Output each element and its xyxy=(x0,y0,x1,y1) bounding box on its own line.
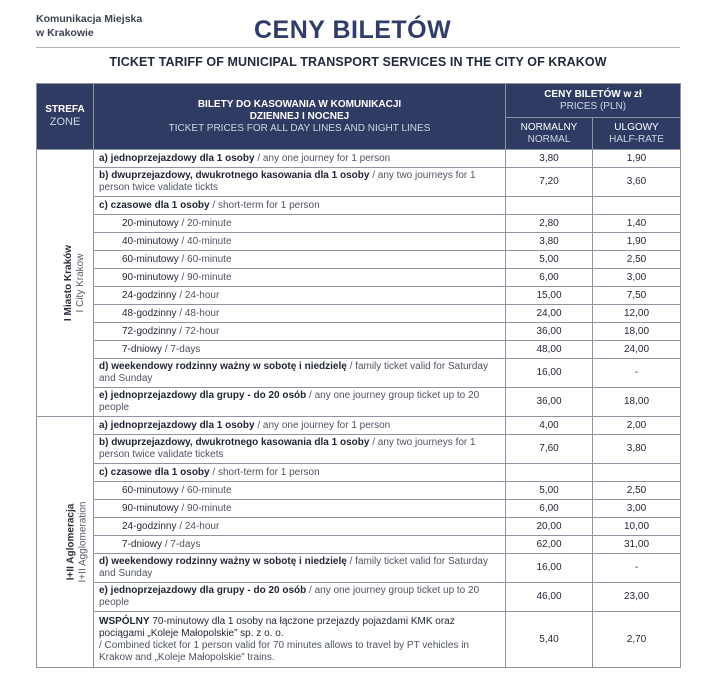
reduced-price: 1,90 xyxy=(593,233,681,251)
ticket-name-en: / any one journey for 1 person xyxy=(257,419,391,431)
ticket-description xyxy=(94,583,506,612)
ticket-name-en: / 20-minute xyxy=(181,217,232,229)
ticket-description xyxy=(94,305,506,323)
normal-header xyxy=(506,118,593,150)
reduced-price: 18,00 xyxy=(593,323,681,341)
organization-name xyxy=(36,12,142,40)
table-row xyxy=(37,554,681,583)
reduced-header-en: HALF-RATE xyxy=(609,133,664,145)
reduced-price: 23,00 xyxy=(593,583,681,612)
ticket-description xyxy=(94,269,506,287)
ticket-name-pl: e) jednoprzejazdowy dla grupy - do 20 osób xyxy=(99,390,307,401)
ticket-name-pl: a) jednoprzejazdowy dla 1 osoby xyxy=(99,152,255,164)
reduced-price: 2,70 xyxy=(593,612,681,668)
ticket-name-en: / any one journey group ticket up to 20 people xyxy=(99,585,480,608)
ticket-name-en: / Combined ticket for 1 person valid for 70 minutes allows to travel by PT vehicles in Krakow and „Koleje Małopolskie” trains. xyxy=(99,639,469,663)
ticket-description xyxy=(94,554,506,583)
ticket-name-en: / 90-minute xyxy=(181,502,232,514)
zone-label-pl: I Miasto Kraków xyxy=(63,244,75,322)
ticket-name-pl: 7-dniowy xyxy=(122,538,163,550)
org-line-2: w Krakowie xyxy=(36,27,94,39)
ticket-description xyxy=(94,435,506,464)
prices-header-en: PRICES (PLN) xyxy=(559,100,627,112)
normal-header-en: NORMAL xyxy=(527,133,571,145)
header-divider xyxy=(36,47,680,48)
normal-price: 4,00 xyxy=(506,417,593,435)
reduced-price: 7,50 xyxy=(593,287,681,305)
ticket-name-pl: c) czasowe dla 1 osoby xyxy=(99,466,210,478)
table-row xyxy=(37,435,681,464)
zone-header xyxy=(37,84,94,150)
table-row xyxy=(37,612,681,668)
reduced-price: 2,00 xyxy=(593,417,681,435)
zone-header-pl: STREFA xyxy=(45,104,85,115)
ticket-name-en: / 90-minute xyxy=(181,271,232,283)
ticket-description xyxy=(94,168,506,197)
ticket-name-pl: b) dwuprzejazdowy, dwukrotnego kasowania dla 1 osoby xyxy=(99,170,370,181)
table-row xyxy=(37,197,681,215)
reduced-price: 3,80 xyxy=(593,435,681,464)
ticket-description xyxy=(94,417,506,435)
page-subtitle: TICKET TARIFF OF MUNICIPAL TRANSPORT SERVICES IN THE CITY OF KRAKOW xyxy=(109,55,607,69)
ticket-name-pl: 72-godzinny xyxy=(122,325,177,337)
normal-price: 15,00 xyxy=(506,287,593,305)
table-row xyxy=(37,417,681,435)
ticket-name-en: / 60-minute xyxy=(181,253,232,265)
reduced-header xyxy=(593,118,681,150)
ticket-name-pl: 90-minutowy xyxy=(122,502,179,514)
zone-label-pl: I+II Aglomeracja xyxy=(65,503,77,581)
table-row xyxy=(37,464,681,482)
ticket-name-en: / family ticket valid for Saturday and Sunday xyxy=(99,361,488,384)
ticket-description xyxy=(94,251,506,269)
normal-price: 7,20 xyxy=(506,168,593,197)
ticket-name-en: / any two journeys for 1 person twice validate tickets xyxy=(99,437,476,460)
zone-label-en: I City Krakow xyxy=(75,253,87,313)
ticket-description xyxy=(94,359,506,388)
ticket-description xyxy=(94,464,506,482)
ticket-name-en: / 60-minute xyxy=(181,484,232,496)
ticket-description xyxy=(94,536,506,554)
table-row xyxy=(37,518,681,536)
ticket-name-pl: c) czasowe dla 1 osoby xyxy=(99,199,210,211)
ticket-name-pl: 24-godzinny xyxy=(122,289,177,301)
normal-price: 2,80 xyxy=(506,215,593,233)
table-row xyxy=(37,482,681,500)
ticket-name-pl: WSPÓLNY xyxy=(99,615,150,627)
ticket-name-pl: e) jednoprzejazdowy dla grupy - do 20 osób xyxy=(99,585,307,596)
ticket-name-pl-rest: 70-minutowy dla 1 osoby na łączone przejazdy pojazdami KMK oraz pociągami „Koleje Małopolskie” sp. z o. o. xyxy=(99,615,455,639)
tickets-header-en: TICKET PRICES FOR ALL DAY LINES AND NIGHT LINES xyxy=(168,122,431,134)
reduced-price: 10,00 xyxy=(593,518,681,536)
zone-cell xyxy=(37,417,94,668)
prices-header xyxy=(506,84,681,118)
normal-price: 7,60 xyxy=(506,435,593,464)
normal-price: 5,00 xyxy=(506,482,593,500)
reduced-price: 2,50 xyxy=(593,251,681,269)
ticket-description xyxy=(94,287,506,305)
zone-cell xyxy=(37,150,94,417)
ticket-name-pl: 60-minutowy xyxy=(122,484,179,496)
ticket-name-en: / 48-hour xyxy=(179,307,220,319)
tickets-header-pl-1: BILETY DO KASOWANIA W KOMUNIKACJI xyxy=(197,98,402,110)
reduced-header-pl: ULGOWY xyxy=(614,121,659,133)
zone-label xyxy=(65,502,89,583)
normal-price: 3,80 xyxy=(506,233,593,251)
reduced-price: 31,00 xyxy=(593,536,681,554)
ticket-name-pl: b) dwuprzejazdowy, dwukrotnego kasowania dla 1 osoby xyxy=(99,437,370,448)
normal-price: 3,80 xyxy=(506,150,593,168)
table-row xyxy=(37,168,681,197)
ticket-name-en: / 24-hour xyxy=(179,520,220,532)
table-row xyxy=(37,583,681,612)
ticket-description xyxy=(94,150,506,168)
table-row xyxy=(37,359,681,388)
tariff-table xyxy=(36,83,681,668)
zone-label-en: I+II Agglomeration xyxy=(77,501,89,583)
ticket-description xyxy=(94,233,506,251)
table-row xyxy=(37,536,681,554)
normal-price xyxy=(506,464,593,482)
reduced-price: 1,90 xyxy=(593,150,681,168)
ticket-name-pl: d) weekendowy rodzinny ważny w sobotę i niedzielę xyxy=(99,361,347,372)
reduced-price: 3,60 xyxy=(593,168,681,197)
ticket-name-pl: 40-minutowy xyxy=(122,235,179,247)
normal-price: 36,00 xyxy=(506,323,593,341)
ticket-description xyxy=(94,612,506,668)
normal-price: 6,00 xyxy=(506,269,593,287)
ticket-name-pl: a) jednoprzejazdowy dla 1 osoby xyxy=(99,419,255,431)
table-row xyxy=(37,500,681,518)
reduced-price: 1,40 xyxy=(593,215,681,233)
ticket-name-pl: d) weekendowy rodzinny ważny w sobotę i niedzielę xyxy=(99,556,347,567)
reduced-price xyxy=(593,197,681,215)
normal-price: 5,40 xyxy=(506,612,593,668)
ticket-name-pl: 60-minutowy xyxy=(122,253,179,265)
ticket-name-pl: 90-minutowy xyxy=(122,271,179,283)
reduced-price: 24,00 xyxy=(593,341,681,359)
table-row xyxy=(37,341,681,359)
reduced-price: 18,00 xyxy=(593,388,681,417)
table-row xyxy=(37,323,681,341)
ticket-name-en: / short-term for 1 person xyxy=(212,199,320,211)
normal-header-pl: NORMALNY xyxy=(520,121,578,133)
page-title: CENY BILETÓW xyxy=(254,16,452,44)
tickets-header-pl-2: DZIENNEJ I NOCNEJ xyxy=(249,110,350,122)
tickets-header xyxy=(94,84,506,150)
ticket-name-en: / any two journeys for 1 person twice validate tickts xyxy=(99,170,476,193)
table-row xyxy=(37,215,681,233)
ticket-description xyxy=(94,215,506,233)
ticket-name-pl: 48-godzinny xyxy=(122,307,177,319)
ticket-name-en: / 7-days xyxy=(164,538,201,550)
ticket-name-en: / family ticket valid for Saturday and Sunday xyxy=(99,556,488,579)
ticket-description xyxy=(94,388,506,417)
ticket-name-en: / 24-hour xyxy=(179,289,220,301)
ticket-name-en: / any one journey for 1 person xyxy=(257,152,391,164)
ticket-name-en: / short-term for 1 person xyxy=(212,466,320,478)
ticket-description xyxy=(94,323,506,341)
zone-label xyxy=(63,245,87,321)
org-line-1: Komunikacja Miejska xyxy=(36,13,143,25)
ticket-description xyxy=(94,500,506,518)
ticket-name-pl: 7-dniowy xyxy=(122,343,163,355)
normal-price: 5,00 xyxy=(506,251,593,269)
reduced-price: - xyxy=(593,359,681,388)
ticket-description xyxy=(94,341,506,359)
ticket-description xyxy=(94,518,506,536)
normal-price: 48,00 xyxy=(506,341,593,359)
ticket-name-pl: 20-minutowy xyxy=(122,217,179,229)
zone-header-en: ZONE xyxy=(49,116,81,128)
normal-price: 46,00 xyxy=(506,583,593,612)
prices-header-pl: CENY BILETÓW w zł xyxy=(544,88,642,100)
ticket-name-en: / 72-hour xyxy=(179,325,220,337)
ticket-name-pl: 24-godzinny xyxy=(122,520,177,532)
ticket-name-en: / any one journey group ticket up to 20 people xyxy=(99,390,480,413)
tariff-body xyxy=(37,150,681,668)
normal-price: 20,00 xyxy=(506,518,593,536)
reduced-price: 3,00 xyxy=(593,500,681,518)
table-row xyxy=(37,233,681,251)
page-header xyxy=(36,8,680,48)
normal-price: 36,00 xyxy=(506,388,593,417)
reduced-price: - xyxy=(593,554,681,583)
reduced-price: 12,00 xyxy=(593,305,681,323)
reduced-price: 2,50 xyxy=(593,482,681,500)
table-row xyxy=(37,150,681,168)
normal-price xyxy=(506,197,593,215)
ticket-name-en: / 40-minute xyxy=(181,235,232,247)
reduced-price: 3,00 xyxy=(593,269,681,287)
normal-price: 16,00 xyxy=(506,359,593,388)
table-row xyxy=(37,251,681,269)
table-row xyxy=(37,388,681,417)
table-row xyxy=(37,269,681,287)
ticket-description xyxy=(94,482,506,500)
ticket-name-en: / 7-days xyxy=(164,343,201,355)
table-row xyxy=(37,305,681,323)
ticket-description xyxy=(94,197,506,215)
normal-price: 6,00 xyxy=(506,500,593,518)
reduced-price xyxy=(593,464,681,482)
normal-price: 24,00 xyxy=(506,305,593,323)
normal-price: 16,00 xyxy=(506,554,593,583)
table-row xyxy=(37,287,681,305)
normal-price: 62,00 xyxy=(506,536,593,554)
